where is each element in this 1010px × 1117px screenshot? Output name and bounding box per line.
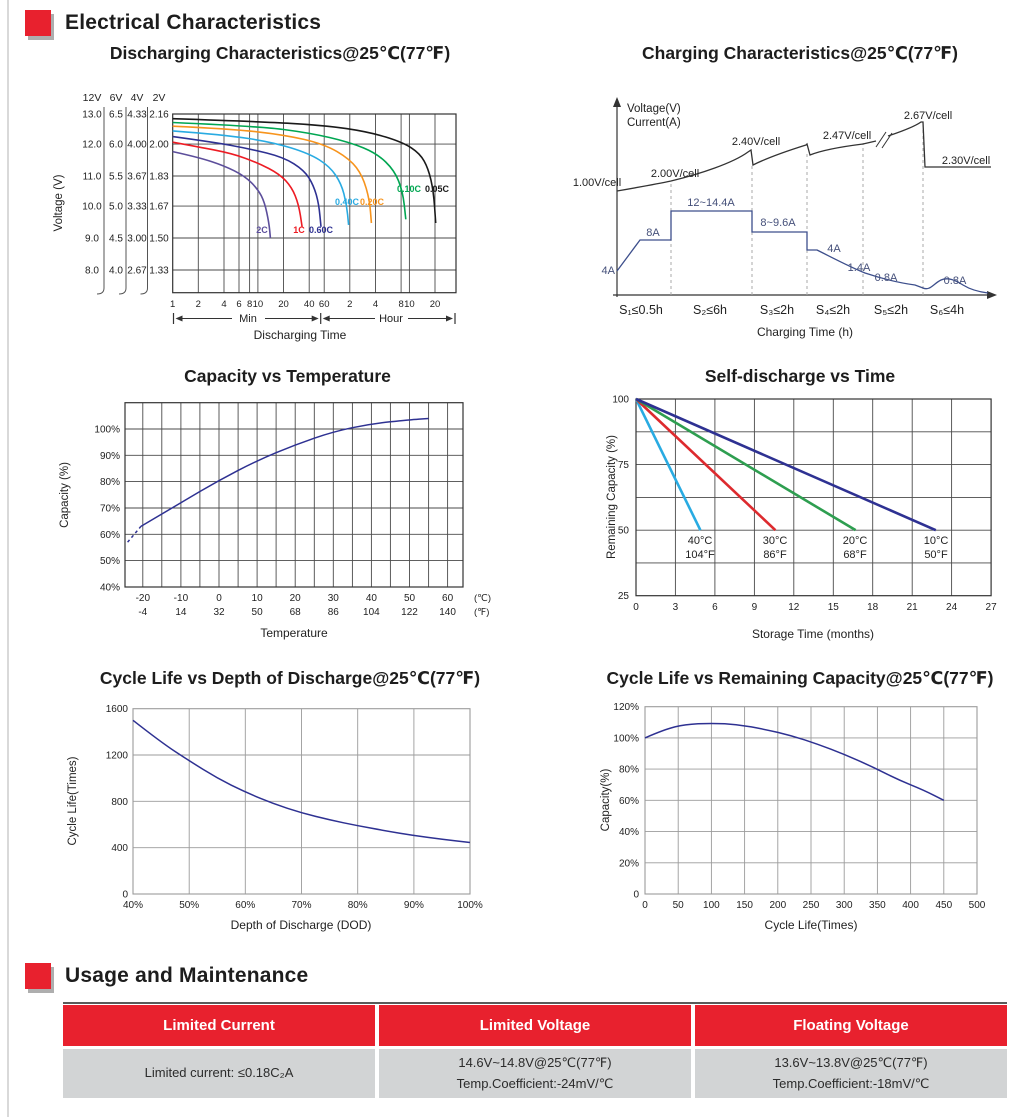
chart-title-discharging: Discharging Characteristics@25℃(77℉) <box>109 43 451 63</box>
voltage-annotation: 2.47V/cell <box>822 130 872 142</box>
svg-text:-4: -4 <box>138 607 148 618</box>
voltage-scales <box>82 92 169 294</box>
grid <box>173 114 456 293</box>
svg-text:1: 1 <box>170 299 176 310</box>
grid <box>636 399 991 596</box>
svg-text:21: 21 <box>906 602 918 613</box>
svg-text:40: 40 <box>365 593 377 604</box>
svg-text:60%: 60% <box>99 529 120 541</box>
time-range-arrows <box>174 313 456 325</box>
svg-text:450: 450 <box>935 900 953 911</box>
svg-text:3: 3 <box>672 602 679 613</box>
floating-voltage-coefficient: Temp.Coefficient:-18mV/℃ <box>772 1075 930 1091</box>
svg-text:100: 100 <box>703 900 720 911</box>
section-title-electrical: Electrical Characteristics <box>65 11 322 34</box>
temp-label-c: 40°C <box>687 535 713 547</box>
svg-text:150: 150 <box>736 900 753 911</box>
svg-text:1.83: 1.83 <box>149 171 169 183</box>
svg-text:75: 75 <box>617 460 629 472</box>
segment-label: S₁≤0.5h <box>619 303 663 317</box>
y-axis-label: Capacity(%) <box>600 768 612 832</box>
floating-voltage-value: 13.6V~13.8V@25℃(77℉) <box>774 1055 928 1071</box>
current-annotation: 4A <box>601 265 615 277</box>
segment-label: S₅≤2h <box>873 303 909 317</box>
cycle-life-dod-chart <box>0 660 505 938</box>
capacity-curve <box>141 419 429 527</box>
svg-text:60%: 60% <box>618 795 639 807</box>
table-cell-limited-voltage <box>379 1049 691 1098</box>
svg-text:1600: 1600 <box>105 704 128 716</box>
limited-current-value: Limited current: ≤0.18C₂A <box>144 1065 294 1081</box>
y-axis-label-voltage: Voltage(V) <box>627 103 681 115</box>
temp-label-f: 50°F <box>924 549 948 561</box>
svg-text:40: 40 <box>303 299 315 310</box>
svg-text:5.5: 5.5 <box>109 171 123 183</box>
svg-text:0: 0 <box>122 889 128 901</box>
svg-text:60%: 60% <box>235 900 256 911</box>
svg-text:122: 122 <box>401 607 418 618</box>
svg-text:4V: 4V <box>130 92 144 104</box>
svg-text:68: 68 <box>289 607 301 618</box>
svg-text:4: 4 <box>372 299 379 310</box>
svg-text:-20: -20 <box>135 593 151 604</box>
svg-text:8: 8 <box>246 299 253 310</box>
temp-label-c: 20°C <box>842 535 868 547</box>
svg-text:6: 6 <box>712 602 718 613</box>
svg-text:100: 100 <box>612 394 629 406</box>
svg-text:10: 10 <box>252 299 264 310</box>
charging-chart <box>505 85 1010 353</box>
temp-label-c: 10°C <box>923 535 949 547</box>
chart-title-cycle-capacity: Cycle Life vs Remaining Capacity@25℃(77℉) <box>606 668 994 688</box>
series-label-0.60C: 0.60C <box>308 225 334 235</box>
chart-title-cycle-dod: Cycle Life vs Depth of Discharge@25℃(77℉) <box>99 668 481 688</box>
svg-text:40%: 40% <box>99 582 120 594</box>
y-axis-label: Capacity (%) <box>59 462 71 528</box>
svg-text:6.5: 6.5 <box>109 109 123 121</box>
svg-text:60: 60 <box>442 593 454 604</box>
svg-text:Voltage (V): Voltage (V) <box>53 174 65 232</box>
svg-text:2.16: 2.16 <box>149 109 169 121</box>
svg-text:60: 60 <box>318 299 330 310</box>
svg-text:50%: 50% <box>179 900 200 911</box>
svg-text:13.0: 13.0 <box>82 109 102 121</box>
svg-text:10: 10 <box>251 593 263 604</box>
current-annotation: 4A <box>827 243 841 255</box>
x-axis-label: Charging Time (h) <box>756 325 854 339</box>
capacity-temperature-chart <box>0 360 505 652</box>
svg-text:50: 50 <box>403 593 416 604</box>
svg-text:100%: 100% <box>94 424 120 436</box>
svg-text:11.0: 11.0 <box>82 171 102 183</box>
cycle-life-capacity-chart <box>505 660 1010 938</box>
svg-text:86: 86 <box>327 607 339 618</box>
svg-text:50: 50 <box>617 525 629 537</box>
svg-text:14: 14 <box>175 607 187 618</box>
section-bullet-icon <box>25 963 51 989</box>
svg-text:2V: 2V <box>152 92 166 104</box>
svg-text:300: 300 <box>835 900 853 911</box>
svg-text:50: 50 <box>251 607 263 618</box>
series-label-0.40C: 0.40C <box>334 197 360 207</box>
segment-label: S₄≤2h <box>815 303 851 317</box>
x-axis-label: Cycle Life(Times) <box>764 918 858 932</box>
svg-text:90%: 90% <box>99 450 120 462</box>
svg-text:8: 8 <box>398 299 404 310</box>
svg-text:40%: 40% <box>122 900 144 911</box>
svg-text:350: 350 <box>869 900 886 911</box>
svg-text:50%: 50% <box>99 556 120 568</box>
svg-text:2: 2 <box>195 299 201 310</box>
voltage-annotation: 2.30V/cell <box>941 155 991 167</box>
series-label-2C: 2C <box>256 225 268 235</box>
x-axis-label: Depth of Discharge (DOD) <box>230 918 372 932</box>
section-bullet-icon <box>25 10 51 36</box>
svg-text:800: 800 <box>111 796 128 808</box>
table-cell-floating-voltage <box>695 1049 1007 1098</box>
table-header-limited-voltage: Limited Voltage <box>379 1005 691 1046</box>
svg-text:2.67: 2.67 <box>127 265 147 277</box>
voltage-annotation: 2.40V/cell <box>731 136 781 148</box>
svg-text:9: 9 <box>751 602 758 613</box>
svg-text:90%: 90% <box>403 900 424 911</box>
svg-text:2.00: 2.00 <box>149 139 169 151</box>
svg-text:-10: -10 <box>173 593 189 604</box>
svg-text:100%: 100% <box>613 733 639 745</box>
limited-voltage-value: 14.6V~14.8V@25℃(77℉) <box>458 1055 612 1071</box>
svg-text:40%: 40% <box>618 827 639 839</box>
svg-text:30: 30 <box>327 593 339 604</box>
svg-text:18: 18 <box>867 602 879 613</box>
svg-text:400: 400 <box>902 900 919 911</box>
x-tick-labels <box>170 299 440 310</box>
svg-text:8.0: 8.0 <box>85 265 99 277</box>
svg-text:6: 6 <box>236 299 242 310</box>
grid <box>125 403 463 587</box>
svg-text:50: 50 <box>672 900 684 911</box>
table-cell-limited-current <box>63 1049 375 1098</box>
current-annotation: 12~14.4A <box>687 197 735 209</box>
temp-label-f: 104°F <box>685 549 715 561</box>
x-axis-label: Storage Time (months) <box>751 627 875 641</box>
svg-text:250: 250 <box>802 900 820 911</box>
svg-text:120%: 120% <box>613 702 639 714</box>
svg-text:80%: 80% <box>618 764 639 776</box>
svg-text:Min: Min <box>239 313 257 325</box>
svg-text:4: 4 <box>221 299 227 310</box>
temp-label-f: 68°F <box>843 549 867 561</box>
svg-text:1.67: 1.67 <box>149 201 169 213</box>
svg-text:3.67: 3.67 <box>127 171 147 183</box>
series-label-0.05C: 0.05C <box>424 184 450 194</box>
current-curve <box>617 211 988 293</box>
svg-text:3.00: 3.00 <box>127 233 147 245</box>
svg-text:0: 0 <box>216 593 222 604</box>
limited-voltage-coefficient: Temp.Coefficient:-24mV/℃ <box>456 1075 614 1091</box>
section-header-electrical <box>25 10 321 36</box>
current-annotation: 0.8A <box>943 275 967 287</box>
voltage-curve <box>617 141 876 191</box>
table-header-limited-current: Limited Current <box>63 1005 375 1046</box>
svg-text:10.0: 10.0 <box>82 201 102 213</box>
self-discharge-chart <box>505 360 1010 652</box>
svg-text:20: 20 <box>278 299 289 310</box>
segment-label: S₂≤6h <box>693 303 727 317</box>
svg-text:27: 27 <box>985 602 997 613</box>
table-column-limited-voltage <box>379 1005 691 1098</box>
svg-text:1.50: 1.50 <box>149 233 169 245</box>
svg-text:15: 15 <box>827 602 839 613</box>
x-axis-label: Discharging Time <box>253 328 347 342</box>
svg-text:80%: 80% <box>347 900 368 911</box>
svg-text:6V: 6V <box>109 92 123 104</box>
svg-text:0: 0 <box>642 900 648 911</box>
svg-text:4.0: 4.0 <box>109 265 123 277</box>
voltage-annotation: 2.00V/cell <box>650 168 700 180</box>
svg-text:12.0: 12.0 <box>82 139 102 151</box>
svg-text:12: 12 <box>788 602 800 613</box>
grid <box>645 707 977 894</box>
svg-text:0: 0 <box>633 602 639 613</box>
svg-text:4.5: 4.5 <box>109 233 123 245</box>
voltage-annotation: 2.67V/cell <box>903 110 953 122</box>
temp-label-c: 30°C <box>762 535 788 547</box>
svg-text:140: 140 <box>439 607 456 618</box>
current-annotation: 8A <box>646 227 660 239</box>
svg-text:1.33: 1.33 <box>149 265 169 277</box>
y-axis-label: Remaining Capacity (%) <box>606 435 618 559</box>
svg-text:6.0: 6.0 <box>109 139 123 151</box>
table-column-limited-current <box>63 1005 375 1098</box>
svg-text:4.00: 4.00 <box>127 139 147 151</box>
table-column-floating-voltage <box>695 1005 1007 1098</box>
y-axis-label <box>53 174 65 231</box>
svg-text:24: 24 <box>946 602 958 613</box>
voltage-annotation: 1.00V/cell <box>572 177 622 189</box>
svg-text:3.33: 3.33 <box>127 201 147 213</box>
temp-label-f: 86°F <box>763 549 787 561</box>
usage-maintenance-table <box>63 1002 1007 1098</box>
current-annotation: 0.8A <box>874 272 898 284</box>
svg-text:(℉): (℉) <box>474 607 490 618</box>
svg-text:400: 400 <box>111 843 128 855</box>
svg-text:32: 32 <box>213 607 225 618</box>
grid <box>133 709 470 894</box>
table-header-floating-voltage: Floating Voltage <box>695 1005 1007 1046</box>
series-1C <box>173 142 302 227</box>
svg-text:70%: 70% <box>99 503 120 515</box>
series-label-0.10C: 0.10C <box>396 184 422 194</box>
svg-text:10: 10 <box>404 299 415 310</box>
svg-text:2: 2 <box>347 299 353 310</box>
svg-text:9.0: 9.0 <box>85 233 99 245</box>
svg-text:1200: 1200 <box>105 750 128 762</box>
series-label-0.20C: 0.20C <box>359 197 385 207</box>
svg-text:20%: 20% <box>618 858 639 870</box>
section-header-usage <box>25 963 308 989</box>
svg-text:70%: 70% <box>291 900 312 911</box>
svg-text:80%: 80% <box>99 477 120 489</box>
y-axis-label-current: Current(A) <box>627 117 681 129</box>
svg-text:104: 104 <box>363 607 380 618</box>
chart-title-charging: Charging Characteristics@25℃(77℉) <box>642 43 958 63</box>
svg-text:5.0: 5.0 <box>109 201 123 213</box>
svg-text:Hour: Hour <box>379 313 403 325</box>
x-axis-label: Temperature <box>260 626 328 640</box>
current-annotation: 8~9.6A <box>760 217 796 229</box>
chart-title-cap-temp: Capacity vs Temperature <box>184 366 391 386</box>
series-label-1C: 1C <box>293 225 305 235</box>
svg-text:25: 25 <box>617 591 629 603</box>
svg-text:500: 500 <box>968 900 986 911</box>
section-title-usage: Usage and Maintenance <box>65 964 309 987</box>
svg-text:12V: 12V <box>82 92 102 104</box>
svg-text:200: 200 <box>769 900 787 911</box>
capacity-curve <box>645 723 944 800</box>
svg-text:0: 0 <box>633 889 639 901</box>
svg-text:20: 20 <box>289 593 301 604</box>
y-axis-label: Cycle Life(Times) <box>67 756 79 846</box>
chart-title-self-discharge: Self-discharge vs Time <box>704 366 896 386</box>
svg-text:4.33: 4.33 <box>127 109 147 121</box>
current-annotation: 1.4A <box>847 262 871 274</box>
svg-text:100%: 100% <box>457 900 483 911</box>
segment-label: S₆≤4h <box>929 303 965 317</box>
segment-label: S₃≤2h <box>759 303 795 317</box>
discharging-chart <box>0 85 505 353</box>
svg-text:(℃): (℃) <box>474 593 491 604</box>
svg-text:20: 20 <box>429 299 441 310</box>
